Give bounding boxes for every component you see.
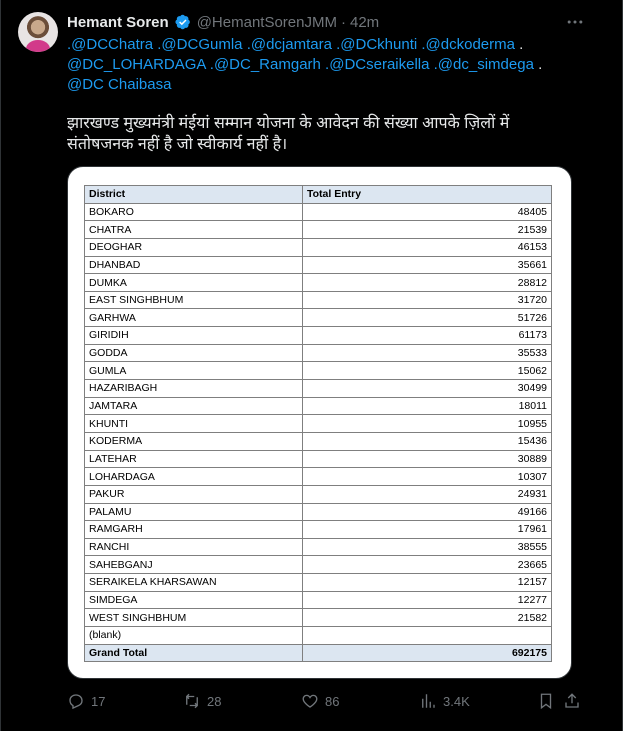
tweet-header <box>67 12 583 32</box>
reply-count: 17 <box>91 693 106 709</box>
table-row <box>85 432 552 450</box>
reply-icon <box>67 692 85 710</box>
mention-link[interactable]: .@dc_simdega <box>433 56 534 73</box>
mention-link[interactable]: .@DCkhunti <box>336 36 418 53</box>
table-row <box>85 450 552 468</box>
separator-dot: · <box>340 13 346 31</box>
table-row <box>85 538 552 556</box>
district-cell: EAST SINGHBHUM <box>85 291 303 309</box>
entry-count-cell: 10955 <box>303 415 552 433</box>
grand-total-row <box>85 644 552 662</box>
table-row <box>85 309 552 327</box>
total-entry-column-header: Total Entry <box>303 186 552 204</box>
district-cell: HAZARIBAGH <box>85 380 303 398</box>
district-cell: JAMTARA <box>85 397 303 415</box>
district-cell: (blank) <box>85 627 303 645</box>
bookmark-button[interactable] <box>537 691 555 711</box>
table-row <box>85 521 552 539</box>
grand-total-label: Grand Total <box>85 644 303 662</box>
repost-button[interactable] <box>183 691 221 711</box>
entry-count-cell: 23665 <box>303 556 552 574</box>
avatar[interactable] <box>18 12 58 52</box>
mention-link[interactable]: .@DCseraikella <box>325 56 430 73</box>
table-row <box>85 327 552 345</box>
district-cell: DUMKA <box>85 274 303 292</box>
district-cell: LOHARDAGA <box>85 468 303 486</box>
share-icon <box>563 692 581 710</box>
district-cell: PAKUR <box>85 485 303 503</box>
mention-separator: . <box>519 36 524 53</box>
entry-count-cell: 35533 <box>303 344 552 362</box>
table-row <box>85 556 552 574</box>
mention-separator: . <box>538 56 543 73</box>
mention-link[interactable]: .@dckoderma <box>421 36 515 53</box>
district-cell: GIRIDIH <box>85 327 303 345</box>
views-button[interactable] <box>419 691 470 711</box>
author-name[interactable]: Hemant Soren <box>67 13 169 31</box>
verified-badge-icon <box>175 14 191 30</box>
timestamp[interactable]: 42m <box>349 13 380 31</box>
table-row <box>85 468 552 486</box>
table-row <box>85 291 552 309</box>
table-row <box>85 609 552 627</box>
district-cell: KHUNTI <box>85 415 303 433</box>
entry-count-cell: 12277 <box>303 591 552 609</box>
entry-count-cell: 30889 <box>303 450 552 468</box>
district-cell: CHATRA <box>85 221 303 239</box>
author-handle[interactable]: @HemantSorenJMM <box>196 13 337 31</box>
entry-count-cell: 46153 <box>303 238 552 256</box>
entry-count-cell: 51726 <box>303 309 552 327</box>
district-column-header: District <box>85 186 303 204</box>
mention-link[interactable]: .@DCChatra <box>67 36 154 53</box>
district-cell: LATEHAR <box>85 450 303 468</box>
mention-link[interactable]: @DC_LOHARDAGA <box>67 56 206 73</box>
entry-count-cell: 21582 <box>303 609 552 627</box>
entry-count-cell: 21539 <box>303 221 552 239</box>
district-cell: BOKARO <box>85 203 303 221</box>
table-row <box>85 274 552 292</box>
entry-count-cell: 24931 <box>303 485 552 503</box>
district-cell: DHANBAD <box>85 256 303 274</box>
district-cell: WEST SINGHBHUM <box>85 609 303 627</box>
table-row <box>85 485 552 503</box>
district-cell: RAMGARH <box>85 521 303 539</box>
district-cell: GARHWA <box>85 309 303 327</box>
views-icon <box>419 692 437 710</box>
entry-count-cell: 10307 <box>303 468 552 486</box>
like-button[interactable] <box>301 691 339 711</box>
district-cell: SAHEBGANJ <box>85 556 303 574</box>
district-cell: GUMLA <box>85 362 303 380</box>
table-row <box>85 221 552 239</box>
entry-count-cell: 49166 <box>303 503 552 521</box>
tweet-mentions <box>67 35 567 95</box>
entry-count-cell: 17961 <box>303 521 552 539</box>
table-row <box>85 415 552 433</box>
district-cell: DEOGHAR <box>85 238 303 256</box>
grand-total-value: 692175 <box>303 644 552 662</box>
table-row <box>85 397 552 415</box>
district-cell: RANCHI <box>85 538 303 556</box>
entry-count-cell: 15062 <box>303 362 552 380</box>
entry-count-cell: 12157 <box>303 574 552 592</box>
table-row <box>85 203 552 221</box>
table-row <box>85 238 552 256</box>
mention-link[interactable]: .@DCGumla <box>157 36 243 53</box>
repost-count: 28 <box>207 693 222 709</box>
entry-count-cell: 38555 <box>303 538 552 556</box>
district-entry-table <box>84 185 552 662</box>
district-cell: SIMDEGA <box>85 591 303 609</box>
entry-count-cell: 35661 <box>303 256 552 274</box>
district-cell: PALAMU <box>85 503 303 521</box>
mention-link[interactable]: @DC Chaibasa <box>67 76 172 93</box>
views-count: 3.4K <box>443 693 470 709</box>
entry-count-cell: 28812 <box>303 274 552 292</box>
entry-count-cell: 61173 <box>303 327 552 345</box>
table-row <box>85 591 552 609</box>
table-header-row <box>85 186 552 204</box>
heart-icon <box>301 692 319 710</box>
repost-icon <box>183 692 201 710</box>
table-row <box>85 627 552 645</box>
table-row <box>85 380 552 398</box>
district-cell: KODERMA <box>85 432 303 450</box>
mention-link[interactable]: .@DC_Ramgarh <box>209 56 321 73</box>
district-cell: GODDA <box>85 344 303 362</box>
attached-image[interactable] <box>67 166 572 679</box>
more-options-icon[interactable] <box>565 12 585 32</box>
table-row <box>85 574 552 592</box>
entry-count-cell: 30499 <box>303 380 552 398</box>
table-row <box>85 344 552 362</box>
bookmark-icon <box>537 692 555 710</box>
entry-count-cell: 15436 <box>303 432 552 450</box>
share-button[interactable] <box>563 691 581 711</box>
table-row <box>85 362 552 380</box>
mention-link[interactable]: .@dcjamtara <box>246 36 332 53</box>
tweet-text: झारखण्ड मुख्यमंत्री मंईयां सम्मान योजना के आवेदन की संख्या आपके ज़िलों में संतोषजनक नहीं है जो स्वीकार्य नहीं है। <box>67 115 510 153</box>
tweet-actions <box>67 691 567 711</box>
entry-count-cell: 31720 <box>303 291 552 309</box>
like-count: 86 <box>325 693 340 709</box>
entry-count-cell: 48405 <box>303 203 552 221</box>
district-cell: SERAIKELA KHARSAWAN <box>85 574 303 592</box>
entry-count-cell <box>303 627 552 645</box>
reply-button[interactable] <box>67 691 105 711</box>
entry-count-cell: 18011 <box>303 397 552 415</box>
table-row <box>85 256 552 274</box>
table-row <box>85 503 552 521</box>
